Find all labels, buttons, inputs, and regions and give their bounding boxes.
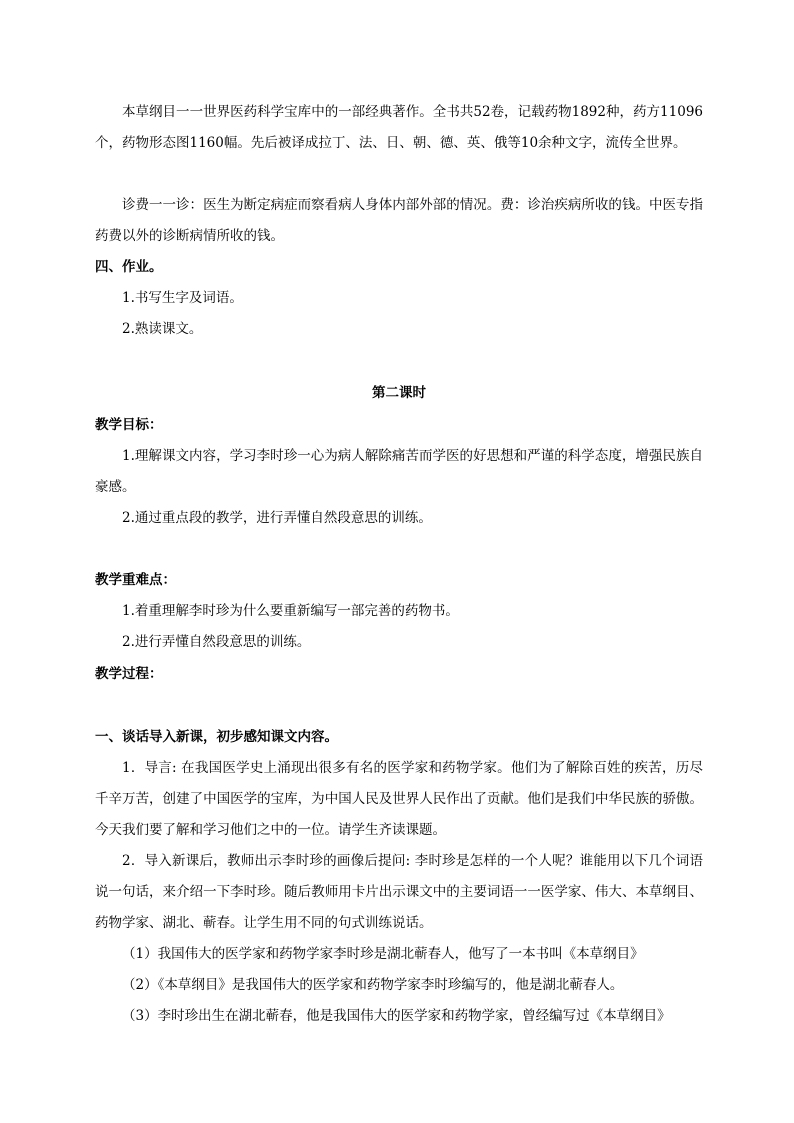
goal-item-1: 1.理解课文内容，学习李时珍一心为病人解除痛苦而学医的好思想和严谨的科学态度，增强民族自豪感。	[95, 448, 703, 495]
example-sentence-2: （2）《本草纲目》是我国伟大的医学家和药物学家李时珍编写的，他是湖北蕲春人。	[122, 977, 624, 993]
part1-new-lesson-paragraph: 2．导入新课后，教师出示李时珍的画像后提问: 李时珍是怎样的一个人呢？谁能用以下几个词语说一句话，来介绍一下李时珍。随后教师用卡片出示课文中的主要词语一一医学家、伟大、本草纲目、药物学家、湖北、蕲春。让学生用不同的句式训练说话。	[95, 853, 703, 931]
paragraph-bencao-gangmu: 本草纲目一一世界医药科学宝库中的一部经典著作。全书共52卷，记载药物1892种，药方11096个，药物形态图1160幅。先后被译成拉丁、法、日、朝、德、英、俄等10余种文字，流传全世界。	[95, 104, 703, 151]
goal-item-2: 2.通过重点段的教学，进行弄懂自然段意思的训练。	[122, 510, 432, 526]
key-points-heading: 教学重难点：	[95, 572, 176, 588]
part1-heading: 一、谈话导入新课，初步感知课文内容。	[95, 729, 338, 745]
example-sentence-3: （3）李时珍出生在湖北蕲春，他是我国伟大的医学家和药物学家，曾经编写过《本草纲目》	[122, 1008, 671, 1024]
part1-intro-paragraph: 1．导言: 在我国医学史上涌现出很多有名的医学家和药物学家。他们为了解除百姓的疾苦，历尽千辛万苦，创建了中国医学的宝库，为中国人民及世界人民作出了贡献。他们是我们中华民族的骄傲。今天我们要了解和学习他们之中的一位。请学生齐读课题。	[95, 760, 703, 838]
example-sentence-1: （1）我国伟大的医学家和药物学家李时珍是湖北蕲春人，他写了一本书叫《本草纲目》	[122, 946, 644, 962]
process-heading: 教学过程：	[95, 666, 163, 682]
homework-item-2: 2.熟读课文。	[122, 321, 203, 337]
goals-heading: 教学目标：	[95, 417, 163, 433]
key-point-2: 2.进行弄懂自然段意思的训练。	[122, 634, 311, 650]
paragraph-zhenfei: 诊费一一诊：医生为断定病症而察看病人身体内部外部的情况。费：诊治疾病所收的钱。中医专指药费以外的诊断病情所收的钱。	[95, 197, 703, 244]
homework-item-1: 1.书写生字及词语。	[122, 290, 243, 306]
lesson-title: 第二课时	[372, 385, 426, 401]
section-heading-homework: 四、作业。	[95, 259, 163, 275]
key-point-1: 1.着重理解李时珍为什么要重新编写一部完善的药物书。	[122, 603, 459, 619]
